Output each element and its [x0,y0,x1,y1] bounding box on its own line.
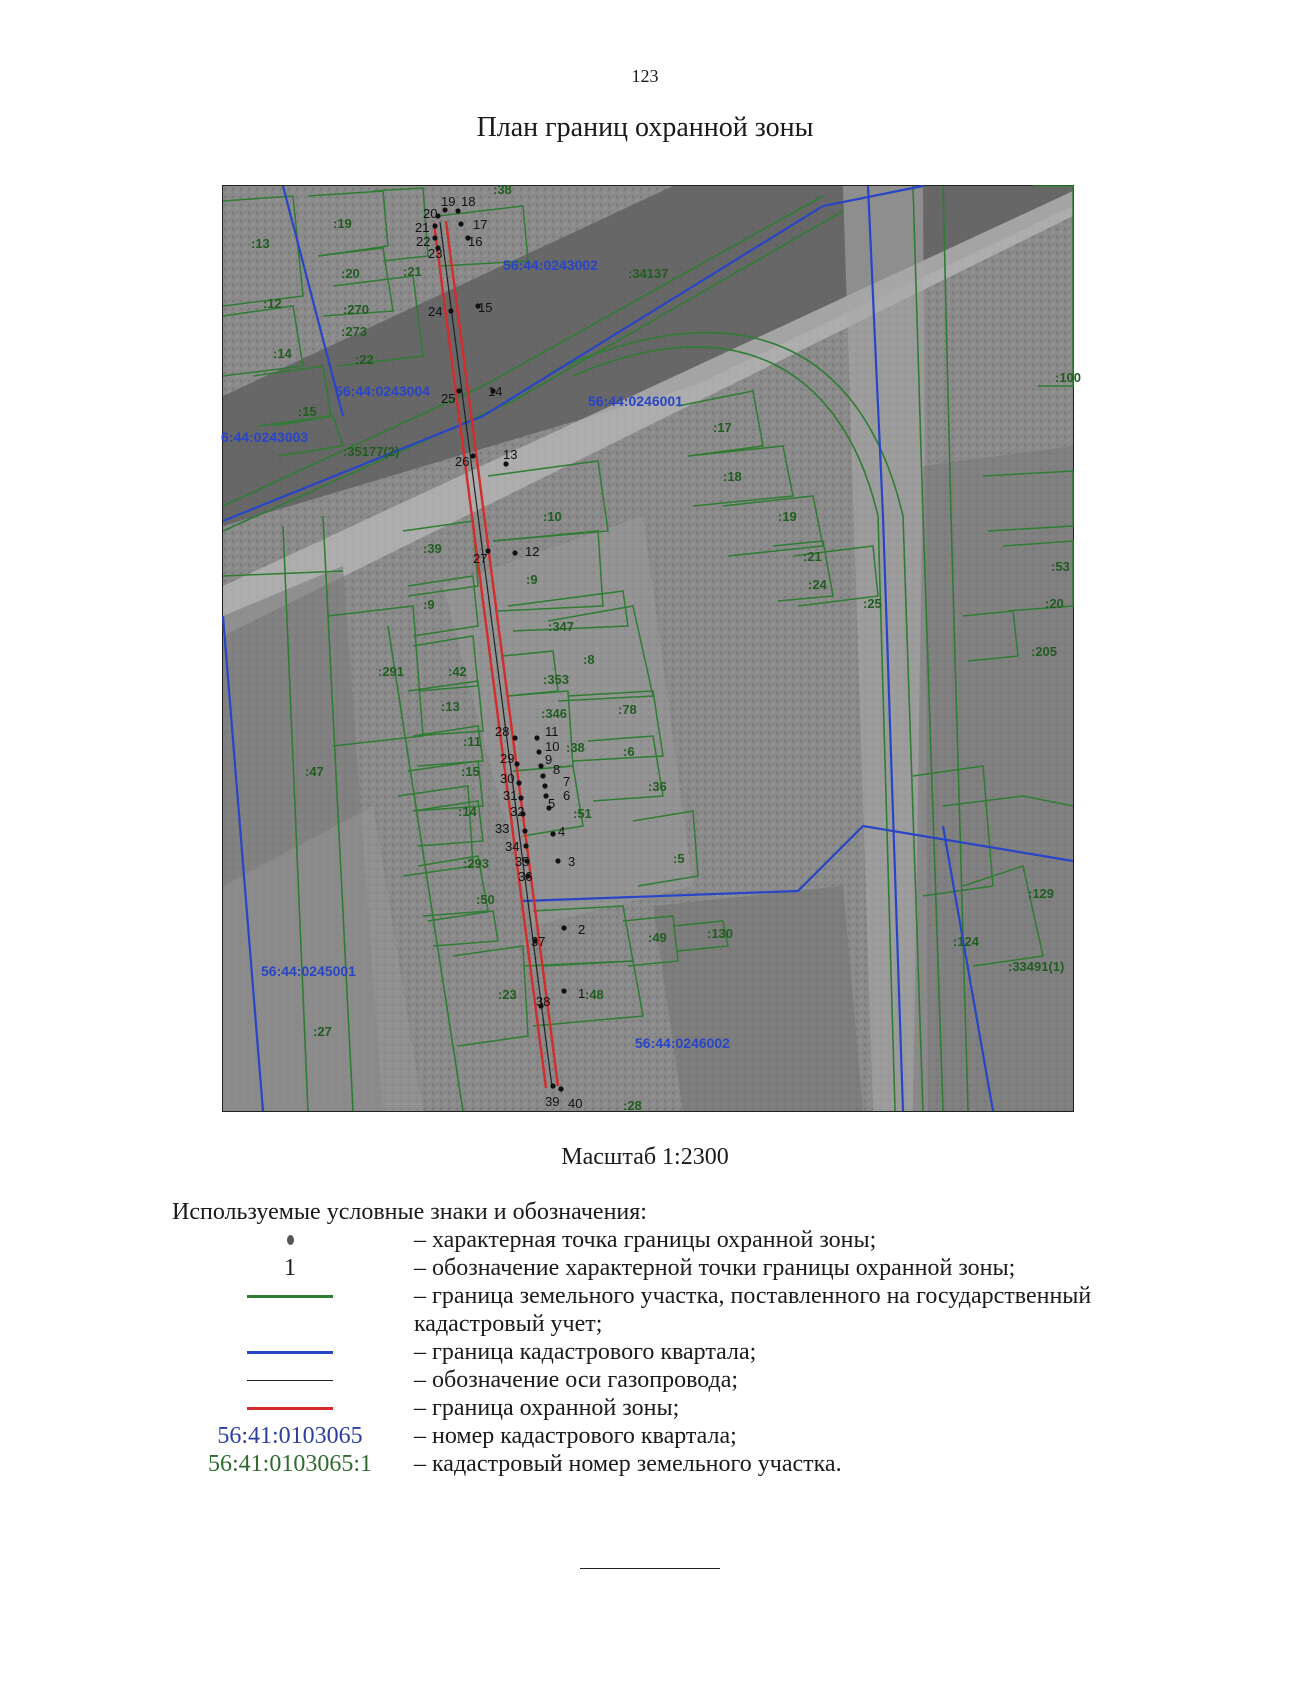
parcel-label: :21 [403,264,422,279]
parcel-label: :20 [1045,596,1064,611]
parcel-label: :48 [585,987,604,1002]
point-marker [561,988,566,993]
parcel-label: :124 [953,934,980,949]
parcel-label: :23 [498,987,517,1002]
point-marker [448,308,453,313]
point-label: 12 [525,544,540,559]
point-label: 18 [461,194,476,209]
point-marker [558,1086,563,1091]
parcel-label: :8 [583,652,595,667]
point-marker [516,780,521,785]
point-label: 35 [515,854,530,869]
parcel-label: :36 [648,779,667,794]
point-label: 22 [416,234,431,249]
parcel-label: :13 [441,699,460,714]
point-label: 16 [468,234,483,249]
parcel-label: :49 [648,930,667,945]
parcel-label: :205 [1031,644,1058,659]
point-label: 27 [473,551,488,566]
point-marker [523,843,528,848]
parcel-label: :9 [526,572,538,587]
legend-row-parcel-boundary [170,1282,1120,1338]
parcel-label: :14 [458,804,477,819]
blue-line-icon [247,1351,333,1354]
quarter-number-symbol: 56:41:0103065 [217,1423,363,1449]
point-label: 7 [563,774,571,789]
point-label: 5 [548,796,556,811]
point-marker [514,761,519,766]
point-label: 36 [518,869,533,884]
point-label: 38 [536,994,551,1009]
legend-row-parcel-number [170,1450,1120,1478]
parcel-label: :273 [341,324,368,339]
parcel-label: :25 [863,596,882,611]
legend-text: – номер кадастрового квартала; [414,1423,737,1449]
quarter-label: 56:44:0243002 [503,257,598,273]
parcel-label: :100 [1055,370,1082,385]
quarter-boundary-symbol [170,1338,410,1366]
quarter-label: 6:44:0243003 [221,429,309,445]
point-label: 9 [545,752,553,767]
parcel-label: :50 [476,892,495,907]
parcel-label: :19 [333,216,352,231]
parcel-label: :33491(1) [1008,959,1065,974]
parcel-label: :12 [263,296,282,311]
parcel-label: :5 [673,851,685,866]
point-marker [538,763,543,768]
point-label: 13 [503,447,518,462]
parcel-label: :19 [778,509,797,524]
point-label: 2 [578,922,586,937]
parcel-label: :293 [463,856,490,871]
parcel-label: :47 [305,764,324,779]
point-marker [503,461,508,466]
point-label: 31 [503,788,518,803]
parcel-label: :21 [803,549,822,564]
point-marker [512,550,517,555]
parcel-label: :6 [623,744,635,759]
legend-row-point-number [170,1254,1120,1282]
parcel-label: :78 [618,702,637,717]
parcel-label: :28 [623,1098,642,1113]
cadastral-map [221,182,1082,1113]
legend-text: – граница земельного участка, поставленного на государственный кадастровый учет; [414,1283,1092,1337]
point-label: 1 [578,986,586,1001]
parcel-label: :347 [548,619,575,634]
map-svg [221,182,1082,1113]
point-marker [432,223,437,228]
point-label: 17 [473,217,488,232]
point-marker [458,221,463,226]
legend-row-protection-zone [170,1394,1120,1422]
parcel-label: :22 [355,352,374,367]
point-label: 34 [505,839,520,854]
parcel-label: :34137 [628,266,669,281]
point-label: 6 [563,788,571,803]
point-label: 21 [415,220,430,235]
point-marker [455,208,460,213]
point-marker [470,453,475,458]
parcel-label: :11 [463,734,482,749]
point-label: 40 [568,1096,583,1111]
point-label: 25 [441,391,456,406]
point-dot-icon [287,1235,294,1245]
parcel-label: :10 [543,509,562,524]
green-line-icon [247,1295,333,1298]
legend-row-point [170,1226,1120,1254]
point-marker [512,735,517,740]
red-line-icon [247,1407,333,1410]
point-marker [518,795,523,800]
parcel-label: :270 [343,302,370,317]
point-marker [550,831,555,836]
point-label: 8 [553,762,561,777]
point-marker [561,925,566,930]
point-symbol [170,1226,410,1254]
point-label: 30 [500,771,515,786]
point-marker [456,388,461,393]
legend-text: – обозначение характерной точки границы охранной зоны; [414,1255,1016,1281]
legend-text: – характерная точка границы охранной зоны; [414,1227,877,1253]
scale-label: Масштаб 1:2300 [561,1144,729,1170]
parcel-label: :51 [573,806,592,821]
parcel-label: :291 [378,664,405,679]
point-label: 32 [510,804,525,819]
parcel-label: :15 [461,764,480,779]
point-marker [550,1083,555,1088]
parcel-label: :130 [707,926,734,941]
point-label: 29 [500,751,515,766]
point-marker [536,749,541,754]
bottom-rule [580,1568,720,1569]
point-label: 23 [428,246,443,261]
point-label: 14 [488,384,503,399]
point-label: 19 [441,194,456,209]
black-line-icon [247,1380,333,1381]
quarter-label: 56:44:0243004 [335,383,430,399]
quarter-label: 56:44:0245001 [261,963,356,979]
parcel-boundary-symbol [170,1282,410,1310]
point-label: 10 [545,739,560,754]
parcel-label: :20 [341,266,360,281]
point-marker [432,235,437,240]
point-label: 3 [568,854,576,869]
parcel-label: :13 [251,236,270,251]
parcel-label: :42 [448,664,467,679]
parcel-label: :38 [493,182,512,197]
parcel-label: :15 [298,404,317,419]
parcel-label: :38 [566,740,585,755]
parcel-label: :24 [808,577,827,592]
parcel-label: :353 [543,672,570,687]
point-label: 33 [495,821,510,836]
legend-text: – обозначение оси газопровода; [414,1367,739,1393]
parcel-label: :14 [273,346,292,361]
parcel-label: :27 [313,1024,332,1039]
point-label: 39 [545,1094,560,1109]
point-label: 11 [545,724,559,739]
legend-text: – кадастровый номер земельного участка. [414,1451,842,1477]
parcel-label: :346 [541,706,568,721]
legend-row-gas-axis [170,1366,1120,1394]
point-number-symbol: 1 [284,1255,296,1281]
point-label: 20 [423,206,438,221]
parcel-label: :9 [423,597,435,612]
point-marker [540,773,545,778]
legend-row-quarter-number [170,1422,1120,1450]
parcel-label: :17 [713,420,732,435]
page-title: План границ охранной зоны [476,112,814,143]
legend-text: – граница кадастрового квартала; [414,1339,757,1365]
point-marker [522,828,527,833]
point-label: 28 [495,724,510,739]
parcel-number-symbol: 56:41:0103065:1 [207,1451,372,1477]
protection-zone-symbol [170,1394,410,1422]
point-label: 26 [455,454,470,469]
legend-row-quarter-boundary [170,1338,1120,1366]
parcel-label: :35177(2) [343,444,400,459]
point-label: 37 [531,934,546,949]
point-marker [555,858,560,863]
point-label: 24 [428,304,443,319]
gas-axis-symbol [170,1366,410,1394]
point-marker [534,735,539,740]
point-label: 15 [478,300,493,315]
quarter-label: 56:44:0246002 [635,1035,730,1051]
legend-heading: Используемые условные знаки и обозначения: [172,1199,647,1225]
parcel-label: :53 [1051,559,1070,574]
legend-text: – граница охранной зоны; [414,1395,680,1421]
legend [170,1226,1120,1478]
parcel-label: :39 [423,541,442,556]
page-number: 123 [631,66,659,86]
point-marker [542,783,547,788]
parcel-label: :18 [723,469,742,484]
quarter-label: 56:44:0246001 [588,393,683,409]
point-label: 4 [558,824,566,839]
parcel-label: :129 [1028,886,1055,901]
